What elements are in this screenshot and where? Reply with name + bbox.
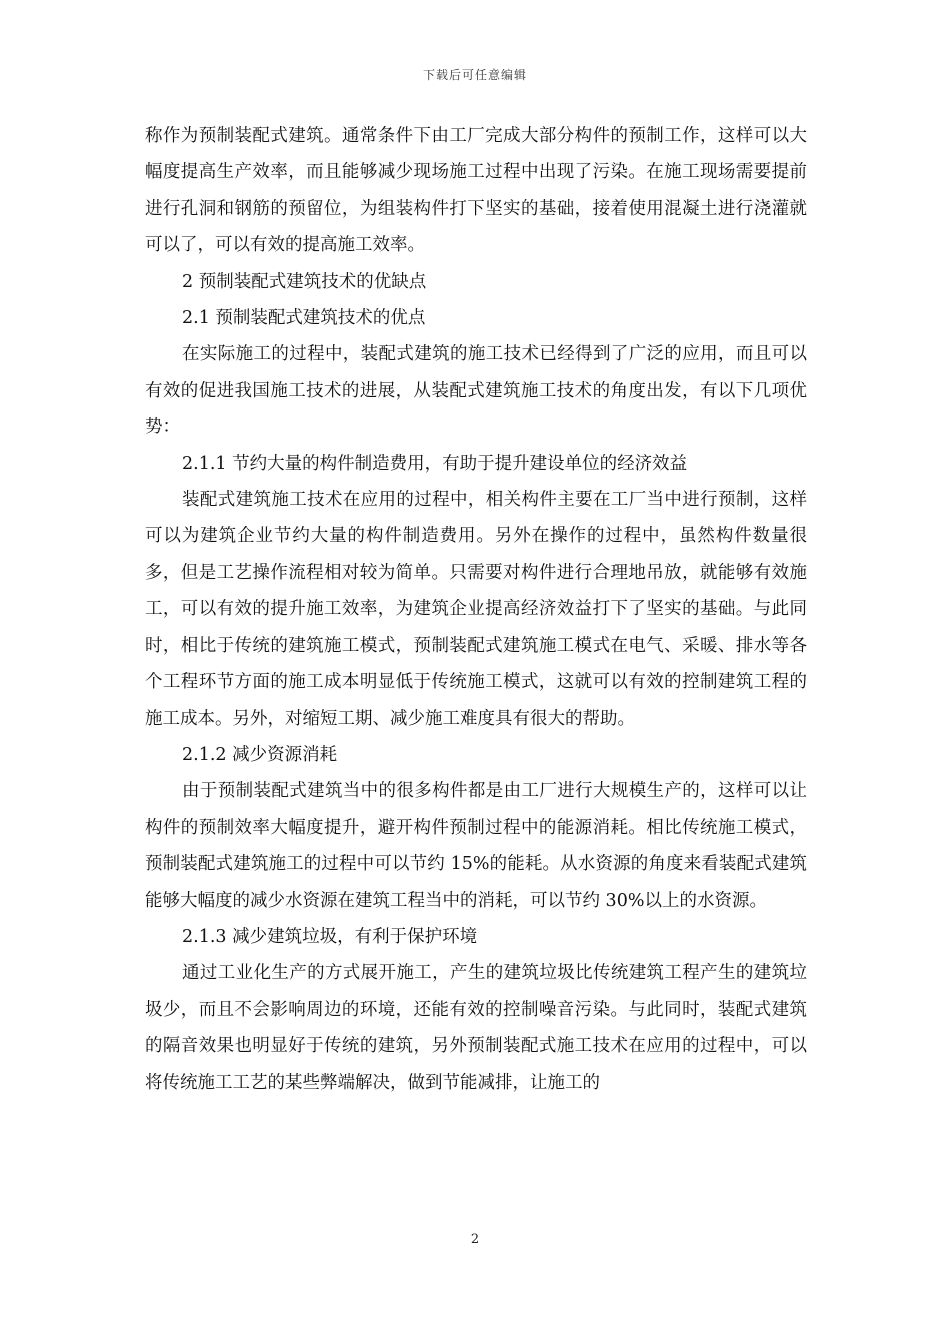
paragraph-resources: 由于预制装配式建筑当中的很多构件都是由工厂进行大规模生产的，这样可以让构件的预制效率大幅度提升，避开构件预制过程中的能源消耗。相比传统施工模式，预制装配式建筑施工的过程中可以节约 15%的能耗。从水资源的角度来看装配式建筑能够大幅度的减少水资源在建筑工程当中的消耗，可以节约 30%以上的水资源。 — [145, 781, 807, 911]
subsection-heading: 2.1 预制装配式建筑技术的优点 — [182, 308, 426, 329]
subsubsection-heading-cost: 2.1.1 节约大量的构件制造费用，有助于提升建设单位的经济效益 — [182, 453, 688, 474]
subsubsection-heading-waste: 2.1.3 减少建筑垃圾，有利于保护环境 — [182, 926, 478, 947]
page-number: 2 — [470, 1232, 480, 1247]
paragraph-waste: 通过工业化生产的方式展开施工，产生的建筑垃圾比传统建筑工程产生的建筑垃圾少，而且不会影响周边的环境，还能有效的控制噪音污染。与此同时，装配式建筑的隔音效果也明显好于传统的建筑，另外预制装配式施工技术在应用的过程中，可以将传统施工工艺的某些弊端解决，做到节能减排，让施工的 — [145, 963, 807, 1093]
subsubsection-heading-resources: 2.1.2 减少资源消耗 — [182, 744, 338, 765]
paragraph-advantages-intro: 在实际施工的过程中，装配式建筑的施工技术已经得到了广泛的应用，而且可以有效的促进我国施工技术的进展，从装配式建筑施工技术的角度出发，有以下几项优势： — [145, 344, 807, 438]
page-header: 下载后可任意编辑 — [422, 68, 527, 82]
document-body — [145, 118, 807, 1101]
paragraph-cost: 装配式建筑施工技术在应用的过程中，相关构件主要在工厂当中进行预制，这样可以为建筑企业节约大量的构件制造费用。另外在操作的过程中，虽然构件数量很多，但是工艺操作流程相对较为简单。只需要对构件进行合理地吊放，就能够有效施工，可以有效的提升施工效率，为建筑企业提高经济效益打下了坚实的基础。与此同时，相比于传统的建筑施工模式，预制装配式建筑施工模式在电气、采暖、排水等各个工程环节方面的施工成本明显低于传统施工模式，这就可以有效的控制建筑工程的施工成本。另外，对缩短工期、减少施工难度具有很大的帮助。 — [145, 490, 807, 729]
section-heading: 2 预制装配式建筑技术的优缺点 — [182, 271, 427, 292]
paragraph-continuation: 称作为预制装配式建筑。通常条件下由工厂完成大部分构件的预制工作，这样可以大幅度提高生产效率，而且能够减少现场施工过程中出现了污染。在施工现场需要提前进行孔洞和钢筋的预留位，为组装构件打下坚实的基础，接着使用混凝土进行浇灌就可以了，可以有效的提高施工效率。 — [145, 126, 807, 256]
